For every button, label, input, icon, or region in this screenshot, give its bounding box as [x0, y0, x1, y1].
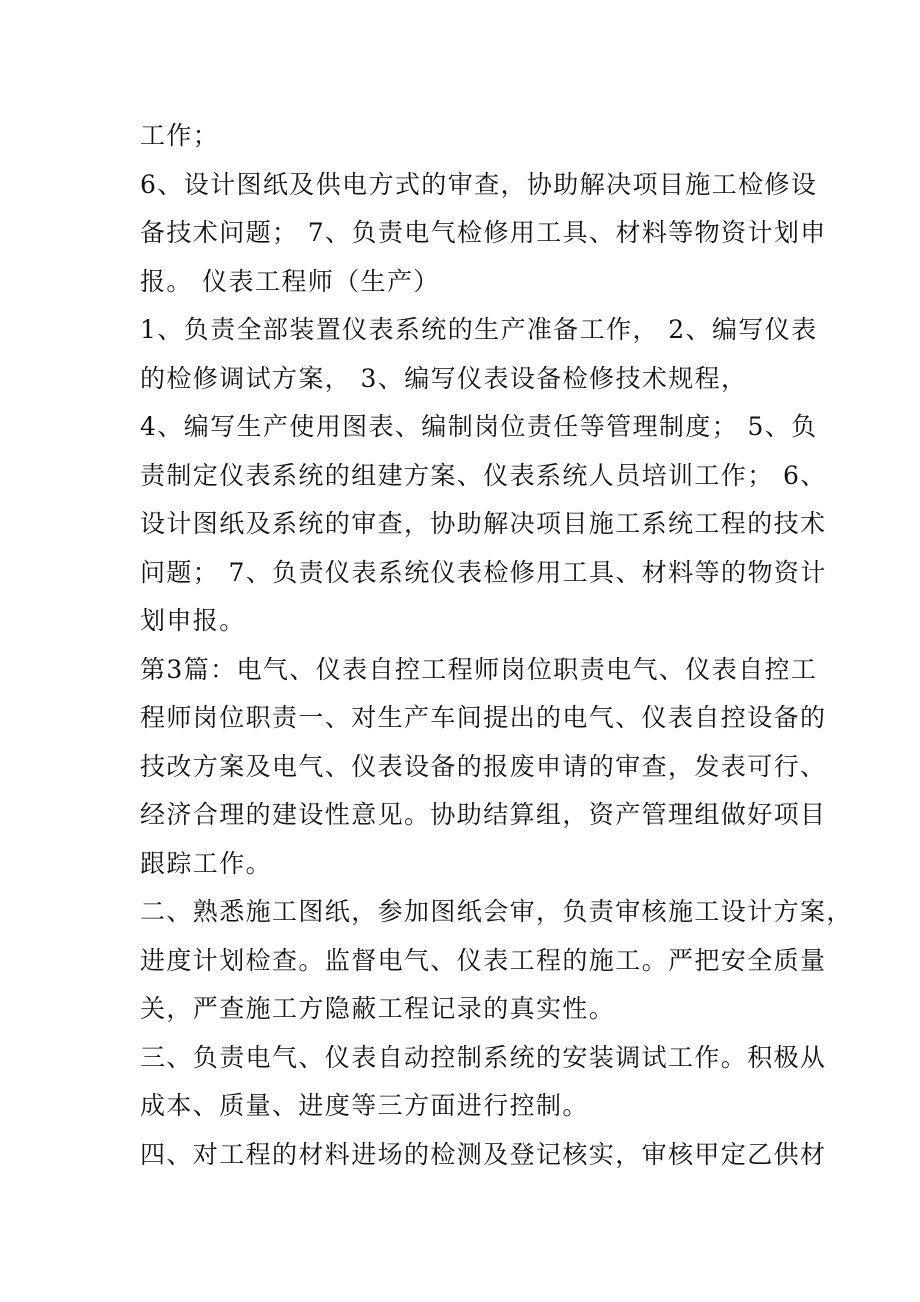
- text-line: 4、编写生产使用图表、编制岗位责任等管理制度； 5、负: [140, 412, 818, 441]
- text-line: 技改方案及电气、仪表设备的报废申请的审查，发表可行、: [140, 751, 827, 781]
- text-line: 成本、质量、进度等三方面进行控制。: [140, 1091, 589, 1120]
- text-line: 6、设计图纸及供电方式的审查，协助解决项目施工检修设: [140, 169, 818, 199]
- text-line: 跟踪工作。: [140, 848, 273, 878]
- text-line: 关，严查施工方隐蔽工程记录的真实性。: [140, 994, 616, 1023]
- text-line: 设计图纸及系统的审查，协助解决项目施工系统工程的技术: [140, 509, 827, 538]
- text-line: 责制定仪表系统的组建方案、仪表系统人员培训工作； 6、: [140, 460, 827, 490]
- text-line: 问题； 7、负责仪表系统仪表检修用工具、材料等的物资计: [140, 557, 827, 587]
- text-line: 1、负责全部装置仪表系统的生产准备工作， 2、编写仪表: [140, 315, 818, 344]
- text-line: 的检修调试方案， 3、编写仪表设备检修技术规程，: [140, 363, 748, 393]
- document-body: [140, 112, 853, 1179]
- text-line: 经济合理的建设性意见。协助结算组，资产管理组做好项目: [140, 800, 827, 829]
- text-line: 备技术问题； 7、负责电气检修用工具、材料等物资计划申: [140, 218, 827, 247]
- text-line: 进度计划检查。监督电气、仪表工程的施工。严把安全质量: [140, 945, 827, 975]
- text-line: 划申报。: [140, 606, 246, 635]
- text-line: 程师岗位职责一、对生产车间提出的电气、仪表自控设备的: [140, 703, 827, 732]
- text-line: 第3篇：电气、仪表自控工程师岗位职责电气、仪表自控工: [140, 654, 818, 684]
- text-line: 二、熟悉施工图纸，参加图纸会审，负责审核施工设计方案，: [140, 897, 853, 926]
- text-line: 工作；: [140, 121, 220, 150]
- text-line: 三、负责电气、仪表自动控制系统的安装调试工作。积极从: [140, 1042, 827, 1072]
- text-line: 报。 仪表工程师（生产）: [140, 266, 440, 296]
- text-line: 四、对工程的材料进场的检测及登记核实，审核甲定乙供材: [140, 1139, 827, 1169]
